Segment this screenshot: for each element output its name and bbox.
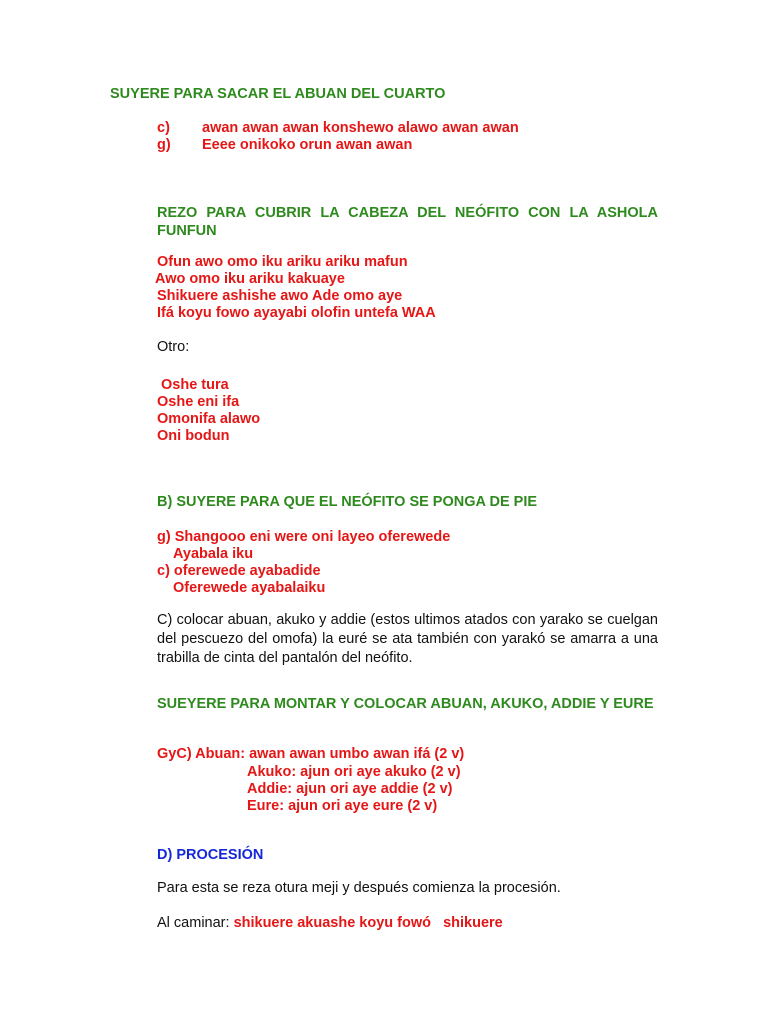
walk-line xyxy=(157,915,503,932)
prayer-line: g) Shangooo eni were oni layeo oferewede xyxy=(157,529,451,545)
section-title-rezo-cabeza: REZO PARA CUBRIR LA CABEZA DEL NEÓFITO CON LA ASHOLA FUNFUN xyxy=(157,205,658,239)
item-label: c) xyxy=(157,120,170,136)
walk-text: shikuere akuashe koyu fowó shikuere xyxy=(233,915,503,931)
procesion-paragraph: Para esta se reza otura meji y después comienza la procesión. xyxy=(157,880,561,896)
prayer-line: Ofun awo omo iku ariku ariku mafun xyxy=(157,254,408,270)
prayer-line: c) oferewede ayabadide xyxy=(157,563,321,579)
walk-label: Al caminar: xyxy=(157,915,230,931)
prayer-line: Oni bodun xyxy=(157,428,230,444)
section-title-suyere-abuan: SUYERE PARA SACAR EL ABUAN DEL CUARTO xyxy=(110,86,446,102)
prayer-line: Awo omo iku ariku kakuaye xyxy=(155,271,345,287)
prayer-line: Addie: ajun ori aye addie (2 v) xyxy=(247,781,453,797)
item-label: g) xyxy=(157,137,171,153)
prayer-line: Oshe eni ifa xyxy=(157,394,240,410)
prayer-line: Omonifa alawo xyxy=(157,411,261,427)
prayer-line: Eure: ajun ori aye eure (2 v) xyxy=(247,798,438,814)
section-title-suyere-pie: B) SUYERE PARA QUE EL NEÓFITO SE PONGA DE PIE xyxy=(157,494,538,510)
prayer-line: Ayabala iku xyxy=(173,546,254,562)
item-text: Eeee onikoko orun awan awan xyxy=(202,137,413,153)
prayer-line: Akuko: ajun ori aye akuko (2 v) xyxy=(247,764,461,780)
otro-label: Otro: xyxy=(157,339,190,355)
prayer-line: Oshe tura xyxy=(161,377,229,393)
instruction-paragraph: C) colocar abuan, akuko y addie (estos ultimos atados con yarako se cuelgan del pescuezo del omofa) la euré se ata también con yarakó se amarra a una trabilla de cinta del pantalón del neófito. xyxy=(157,612,658,666)
item-text: awan awan awan konshewo alawo awan awan xyxy=(202,120,519,136)
prayer-line: Oferewede ayabalaiku xyxy=(173,580,326,596)
prayer-line: Ifá koyu fowo ayayabi olofin untefa WAA xyxy=(157,305,436,321)
prayer-line: Shikuere ashishe awo Ade omo aye xyxy=(157,288,403,304)
section-title-suyere-montar: SUEYERE PARA MONTAR Y COLOCAR ABUAN, AKUKO, ADDIE Y EURE xyxy=(157,696,654,712)
prayer-line: GyC) Abuan: awan awan umbo awan ifá (2 v) xyxy=(157,746,465,762)
section-title-procesion: D) PROCESIÓN xyxy=(157,847,264,863)
